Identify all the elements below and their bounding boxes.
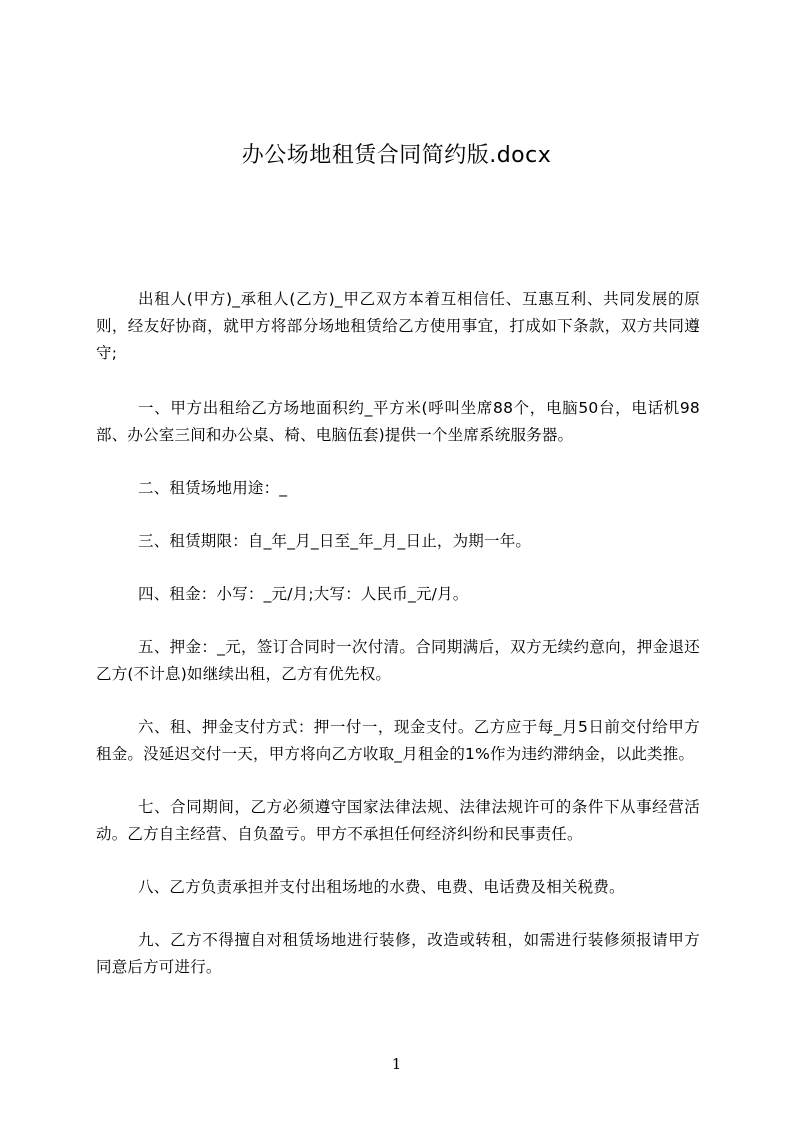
paragraph-clause-1: 一、甲方出租给乙方场地面积约_平方米(呼叫坐席88个，电脑50台，电话机98部、办公室三间和办公桌、椅、电脑伍套)提供一个坐席系统服务器。 — [96, 399, 700, 444]
document-body — [96, 286, 700, 1007]
paragraph-clause-3: 三、租赁期限：自_年_月_日至_年_月_日止，为期一年。 — [138, 532, 532, 550]
paragraph-clause-5: 五、押金：_元，签订合同时一次付清。合同期满后，双方无续约意向，押金退还乙方(不计息)如继续出租，乙方有优先权。 — [96, 638, 700, 683]
document-title: 办公场地租赁合同简约版.docx — [241, 143, 552, 168]
paragraph-clause-8: 八、乙方负责承担并支付出租场地的水费、电费、电话费及相关税费。 — [138, 878, 625, 896]
paragraph-preamble: 出租人(甲方)_承租人(乙方)_甲乙双方本着互相信任、互惠互利、共同发展的原则，经友好协商，就甲方将部分场地租赁给乙方使用事宜，打成如下条款，双方共同遵守; — [96, 290, 700, 362]
paragraph-clause-6: 六、租、押金支付方式：押一付一，现金支付。乙方应于每_月5日前交付给甲方租金。没延迟交付一天，甲方将向乙方收取_月租金的1%作为违约滞纳金，以此类推。 — [96, 718, 700, 763]
paragraph-clause-2: 二、租赁场地用途：_ — [138, 479, 288, 497]
paragraph-clause-9: 九、乙方不得擅自对租赁场地进行装修，改造或转租，如需进行装修须报请甲方同意后方可进行。 — [96, 931, 700, 976]
page-number: 1 — [391, 1055, 402, 1073]
paragraph-clause-4: 四、租金：小写：_元/月;大写：人民币_元/月。 — [138, 585, 469, 603]
paragraph-clause-7: 七、合同期间，乙方必须遵守国家法律法规、法律法规许可的条件下从事经营活动。乙方自主经营、自负盈亏。甲方不承担任何经济纠纷和民事责任。 — [96, 798, 700, 843]
